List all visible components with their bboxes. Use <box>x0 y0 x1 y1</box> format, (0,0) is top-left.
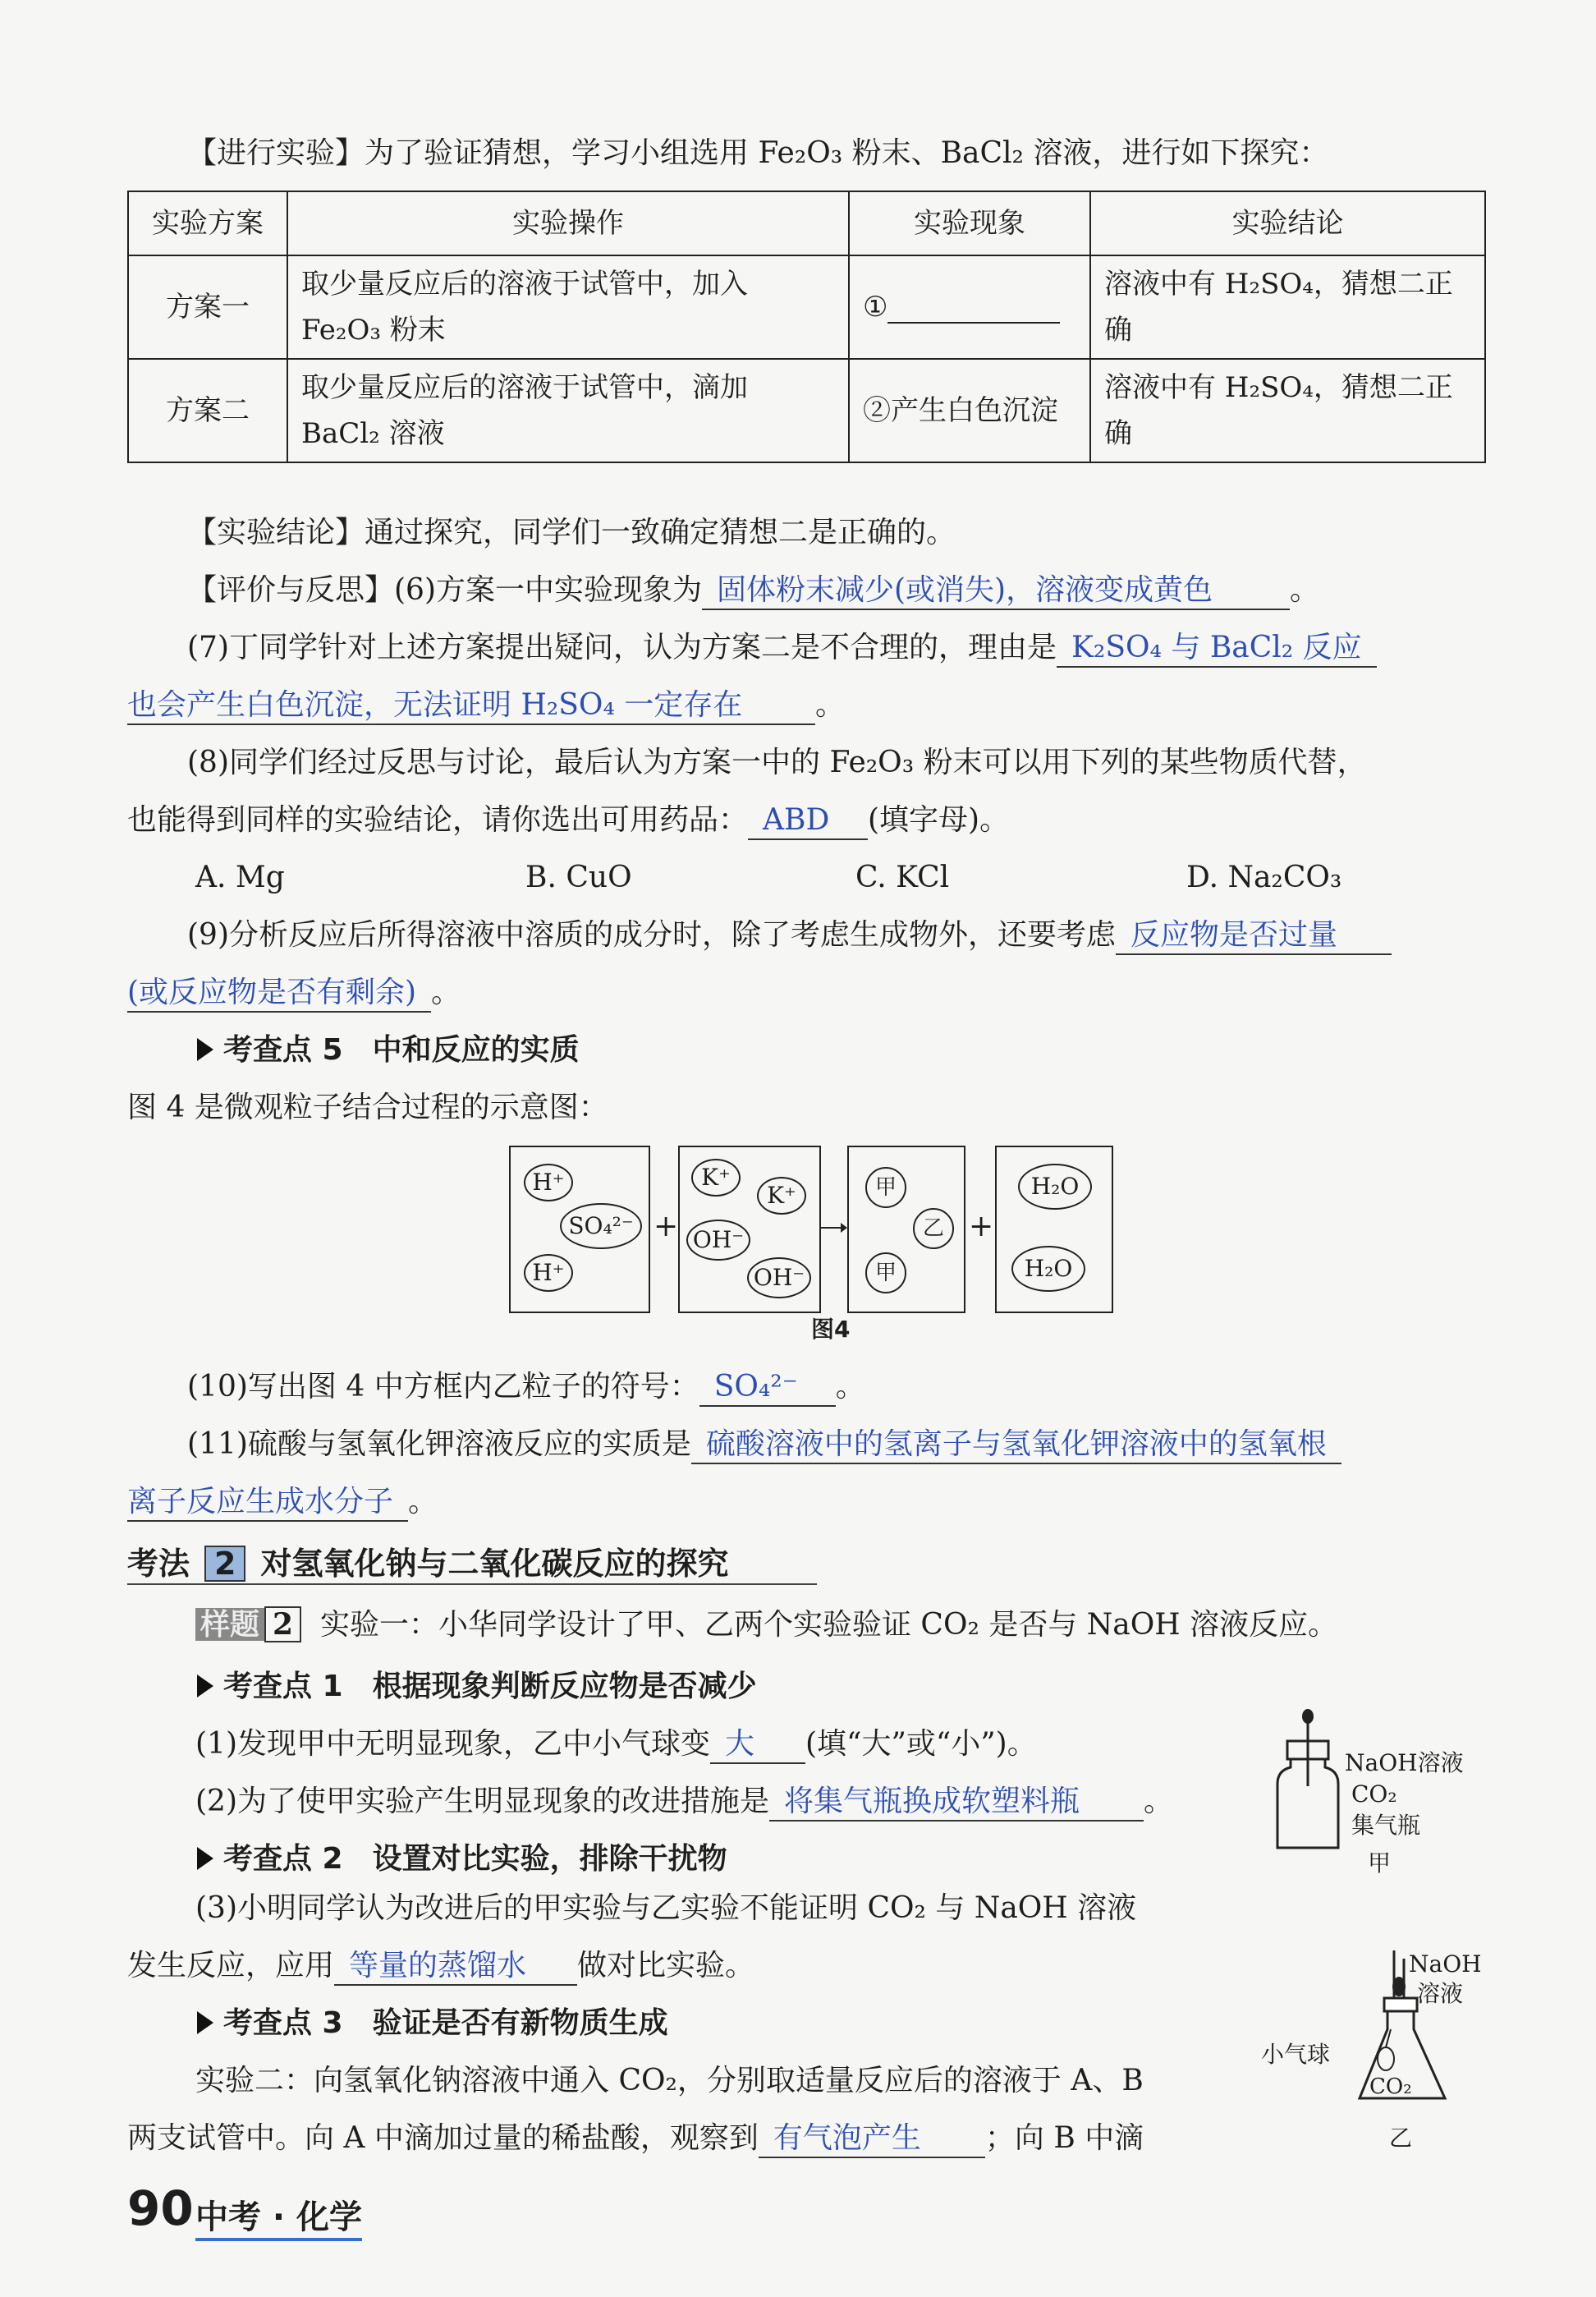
question-6 <box>187 571 1319 610</box>
section-title: 考查点 5 中和反应的实质 <box>223 1033 580 1067</box>
section-point-2 <box>197 1840 727 1879</box>
sulfate-ion: SO₄²⁻ <box>560 1203 642 1249</box>
sample-2 <box>195 1606 1337 1645</box>
triangle-bullet-icon <box>197 1038 213 1061</box>
option-a: A. Mg <box>195 861 285 894</box>
triangle-bullet-icon <box>197 2011 213 2034</box>
question-text: (7)丁同学针对上述方案提出疑问，认为方案二是不合理的，理由是 <box>187 631 1057 664</box>
question-7-cont <box>127 686 845 725</box>
potassium-ion: K⁺ <box>691 1159 741 1197</box>
question-2 <box>195 1782 1173 1822</box>
question-text: (填字母)。 <box>868 803 1010 837</box>
question-text: 。 <box>1144 1785 1174 1818</box>
triangle-bullet-icon <box>197 1847 213 1870</box>
question-text: 。 <box>431 976 461 1009</box>
triangle-bullet-icon <box>197 1675 213 1697</box>
operation-cell <box>287 255 849 359</box>
section-title: 考查点 3 验证是否有新物质生成 <box>223 2006 668 2040</box>
label-naoh-solution: NaOH溶液 <box>1345 1749 1464 1776</box>
question-text: 。 <box>1290 573 1320 607</box>
question-11-cont <box>127 1482 438 1522</box>
operation-cell <box>287 359 849 462</box>
method-title: 对氢氧化钠与二氧化碳反应的探究 <box>260 1546 729 1582</box>
answer-text: 有气泡产生 <box>759 2120 985 2158</box>
particle-jia: 甲 <box>865 1252 906 1293</box>
figure-4 <box>493 1146 1117 1335</box>
method-label: 考法 <box>127 1546 190 1582</box>
question-7 <box>187 628 1377 668</box>
label-solution: 溶液 <box>1417 1980 1464 2007</box>
sample-text: 实验一：小华同学设计了甲、乙两个实验验证 CO₂ 是否与 NaOH 溶液反应。 <box>319 1608 1338 1642</box>
section-point-5 <box>197 1031 580 1070</box>
section-title: 考查点 2 设置对比实验，排除干扰物 <box>223 1842 727 1876</box>
question-text: (10)写出图 4 中方框内乙粒子的符号： <box>187 1370 699 1403</box>
arrow-icon <box>819 1220 847 1236</box>
question-8-cont <box>127 801 1009 840</box>
subject-label: 中考 · 化学 <box>195 2191 362 2241</box>
experiment-2-cont <box>127 2119 1144 2158</box>
particle-box-water <box>995 1146 1113 1313</box>
particle-box-base <box>678 1146 821 1313</box>
figure-4-intro: 图 4 是微观粒子结合过程的示意图： <box>127 1091 608 1124</box>
table-header: 实验方案 <box>128 191 287 255</box>
particle-box-remaining <box>847 1146 965 1313</box>
phenomenon-text: ① <box>863 291 888 324</box>
table-header: 实验结论 <box>1090 191 1485 255</box>
answer-text: ABD <box>748 802 868 840</box>
section-point-1 <box>197 1667 757 1707</box>
option-d: D. Na₂CO₃ <box>1186 861 1342 894</box>
method-2-heading <box>127 1544 817 1585</box>
label-co2: CO₂ <box>1369 2074 1412 2099</box>
answer-text: 硫酸溶液中的氢离子与氢氧化钾溶液中的氢氧根 <box>691 1426 1341 1464</box>
answer-text: 反应物是否过量 <box>1116 917 1392 955</box>
question-text: (9)分析反应后所得溶液中溶质的成分时，除了考虑生成物外，还要考虑 <box>187 918 1116 952</box>
question-11 <box>187 1425 1341 1464</box>
experiment-2: 实验二：向氢氧化钠溶液中通入 CO₂，分别取适量反应后的溶液于 A、B <box>195 2064 1144 2097</box>
plan-cell: 方案二 <box>128 359 287 462</box>
question-8: (8)同学们经过反思与讨论，最后认为方案一中的 Fe₂O₃ 粉末可以用下列的某些物质代替， <box>187 746 1367 779</box>
table-row <box>128 255 1485 359</box>
question-text: 。 <box>408 1485 438 1518</box>
experiment-table <box>127 191 1486 463</box>
plus-sign: + <box>969 1210 994 1243</box>
answer-text: 离子反应生成水分子 <box>127 1484 408 1522</box>
section-point-3 <box>197 2004 668 2043</box>
answer-blank <box>887 294 1060 324</box>
potassium-ion: K⁺ <box>757 1177 806 1215</box>
answer-text: SO₄²⁻ <box>699 1369 836 1407</box>
answer-text: 固体粉末减少(或消失)，溶液变成黄色 <box>702 572 1290 610</box>
table-header-row <box>128 191 1485 255</box>
question-text: 也能得到同样的实验结论，请你选出可用药品： <box>127 803 749 837</box>
figure-4-caption: 图4 <box>811 1316 851 1343</box>
question-text: 。 <box>835 1370 865 1403</box>
hydroxide-ion: OH⁻ <box>747 1257 811 1298</box>
operation-line: BaCl₂ 溶液 <box>301 417 445 450</box>
label-naoh: NaOH <box>1409 1950 1482 1978</box>
operation-line: 取少量反应后的溶液于试管中，加入 <box>301 268 748 301</box>
table-header: 实验现象 <box>849 191 1090 255</box>
answer-text: 大 <box>710 1726 805 1764</box>
answer-text: (或反应物是否有剩余) <box>127 975 431 1013</box>
figure-yi-caption: 乙 <box>1389 2125 1413 2152</box>
sample-tag: 样题 <box>195 1608 264 1641</box>
question-3-cont <box>127 1946 754 1986</box>
hydrogen-ion: H⁺ <box>524 1164 573 1201</box>
gas-bottle-icon <box>1271 1708 1345 1856</box>
question-text: 。 <box>815 688 846 722</box>
particle-jia: 甲 <box>865 1167 906 1208</box>
question-text: 【评价与反思】(6)方案一中实验现象为 <box>187 573 702 607</box>
question-10 <box>187 1367 865 1407</box>
water-molecule: H₂O <box>1011 1246 1085 1292</box>
question-1 <box>195 1725 1037 1764</box>
question-3: (3)小明同学认为改进后的甲实验与乙实验不能证明 CO₂ 与 NaOH 溶液 <box>195 1891 1137 1925</box>
operation-line: Fe₂O₃ 粉末 <box>301 314 446 347</box>
question-text: ；向 B 中滴 <box>984 2121 1144 2155</box>
figure-jia-caption: 甲 <box>1368 1849 1392 1877</box>
question-9 <box>187 916 1392 955</box>
conclusion-cell: 溶液中有 H₂SO₄，猜想二正确 <box>1090 359 1485 462</box>
page-number: 90 <box>127 2180 194 2236</box>
plan-cell: 方案一 <box>128 255 287 359</box>
answer-text: 等量的蒸馏水 <box>334 1948 577 1986</box>
label-small-balloon: 小气球 <box>1261 2041 1331 2068</box>
figure-jia <box>1271 1708 1501 1889</box>
question-text: 两支试管中。向 A 中滴加过量的稀盐酸，观察到 <box>127 2121 759 2155</box>
conclusion-text: 【实验结论】通过探究，同学们一致确定猜想二是正确的。 <box>187 516 956 549</box>
question-text: 发生反应，应用 <box>127 1949 335 1982</box>
section-title: 考查点 1 根据现象判断反应物是否减少 <box>223 1670 757 1703</box>
particle-box-acid <box>509 1146 650 1313</box>
table-row <box>128 359 1485 462</box>
question-9-cont <box>127 973 461 1013</box>
water-molecule: H₂O <box>1018 1164 1092 1210</box>
method-number: 2 <box>204 1546 245 1582</box>
question-text: (1)发现甲中无明显现象，乙中小气球变 <box>195 1727 710 1761</box>
table-header: 实验操作 <box>287 191 849 255</box>
conclusion-cell: 溶液中有 H₂SO₄，猜想二正确 <box>1090 255 1485 359</box>
answer-text: K₂SO₄ 与 BaCl₂ 反应 <box>1057 630 1377 668</box>
option-b: B. CuO <box>525 861 632 894</box>
particle-yi: 乙 <box>913 1208 954 1249</box>
option-c: C. KCl <box>855 861 950 894</box>
label-gas-bottle: 集气瓶 <box>1351 1812 1421 1839</box>
sample-number: 2 <box>264 1606 301 1642</box>
question-text: (填“大”或“小”)。 <box>805 1727 1037 1761</box>
hydrogen-ion: H⁺ <box>524 1254 573 1292</box>
intro-text: 【进行实验】为了验证猜想，学习小组选用 Fe₂O₃ 粉末、BaCl₂ 溶液，进行如下探究： <box>187 136 1329 170</box>
label-co2: CO₂ <box>1351 1780 1397 1808</box>
plus-sign: + <box>654 1210 679 1243</box>
operation-line: 取少量反应后的溶液于试管中，滴加 <box>301 371 748 404</box>
answer-text: 将集气瓶换成软塑料瓶 <box>769 1784 1144 1822</box>
hydroxide-ion: OH⁻ <box>686 1220 750 1261</box>
phenomenon-cell: ②产生白色沉淀 <box>849 359 1090 462</box>
figure-yi <box>1261 1950 1507 2156</box>
question-text: 做对比实验。 <box>577 1949 755 1982</box>
phenomenon-cell <box>849 255 1090 359</box>
question-text: (2)为了使甲实验产生明显现象的改进措施是 <box>195 1785 769 1818</box>
question-text: (11)硫酸与氢氧化钾溶液反应的实质是 <box>187 1427 691 1461</box>
answer-text: 也会产生白色沉淀，无法证明 H₂SO₄ 一定存在 <box>127 687 815 725</box>
